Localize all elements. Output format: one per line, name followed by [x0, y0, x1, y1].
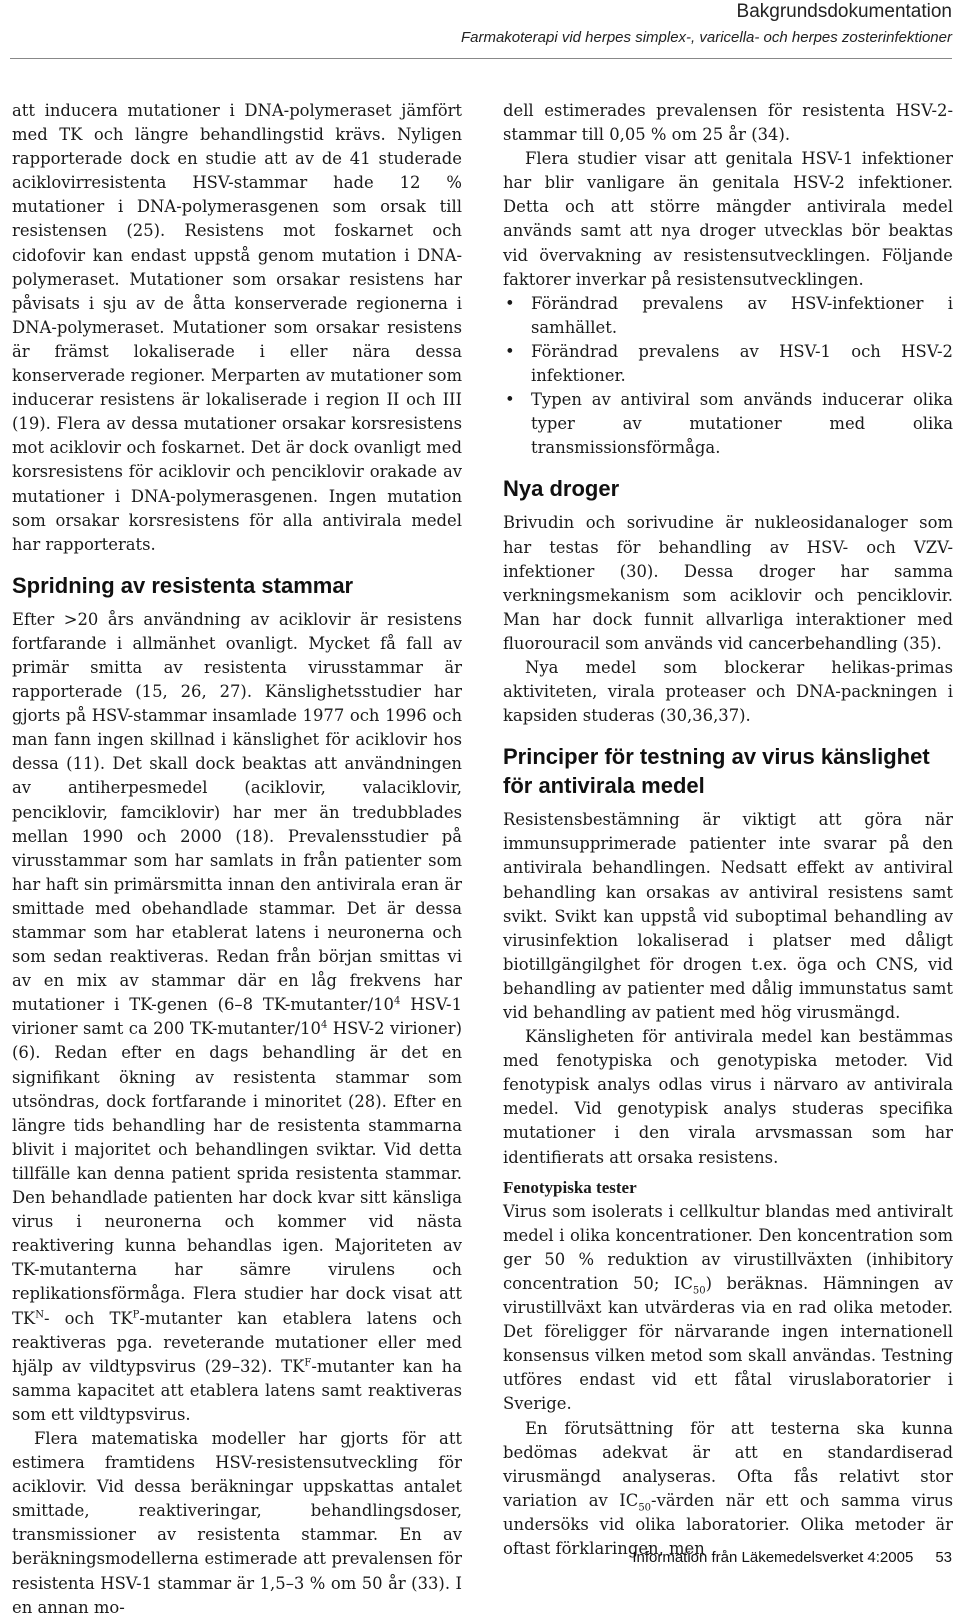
section-heading-principer: Principer för testning av virus känslighet för antivirala medel [503, 744, 930, 799]
paragraph: Virus som isolerats i cellkultur blandas med antiviralt medel i olika koncentrationer. Den koncentration som ger 50 % reduktion av virustillväxten (inhibitory concentration 50; $IC_{50}$) beräknas. Hämningen av virustillväxt kan utvärderas via en rad olika metoder. Det föreligger för närvarande ingen internationell konsensus vilken metod som skall användas. Testning utföres endast vid ett fåtal viruslaboratorier i Sverige. [503, 1201, 953, 1414]
section-heading-spridning: Spridning av resistenta stammar [12, 572, 354, 598]
paragraph: Efter >20 års användning av aciklovir är resistens fortfarande i allmänhet ovanligt. Mycket få fall av primär smitta av resistenta virusstammar är rapporterade (15, 26, 27). Känslighetsstudier har gjorts på HSV-stammar insamlade 1977 och 1996 och man fann ingen skillnad i känslighet för aciklovir hos dessa (11). Det skall dock beaktas att användningen av antiherpesmedel (aciklovir, valaciklovir, penciklovir, famciklovir) har mer än tredubblades mellan 1990 och 2000 (18). Prevalensstudier på virusstammar som har samlats in från patienter som har haft sin primärsmitta innan den antivirala eran är smittade med obehandlade stammar. Det är dessa stammar som har etablerat latens i neuronerna och som sedan reaktiveras. Redan från början smittas vi av en mix av stammar där en låg frekvens har mutationer i TK-genen (6–8 $TK-mutanter/10^4$ HSV-1 virioner samt ca 200 $TK-mutanter/10^4$ HSV-2 virioner) (6). Redan efter en dags behandling är det en signifikant ökning av resistenta stammar som utsöndras, dock fortfarande i minoritet (28). Efter en längre tids behandling har de resistenta stammarna blivit i majoritet och behandlingen sviktar. Vid detta tillfälle kan denna patient sprida resistenta stammar. Den behandlade patienten har dock kvar sitt känsliga virus i neuronerna och kommer vid nästa reaktivering kunna behandlas igen. Majoriteten av TK-mutanterna har sämre virulens och replikationsförmåga. Flera studier har dock visat att $TK^N-$ och $TK^P$-mutanter kan etablera latens och reaktiveras pga. reveterande mutationer eller med hjälp av vildtypsvirus (29–32). $TK^F$-mutanter kan ha samma kapacitet att etablera latens samt reaktiveras som ett vildtypsvirus. [12, 609, 463, 1424]
paragraph: Känsligheten för antivirala medel kan bestämmas med fenotypiska och genotypiska metoder. Vid fenotypisk analys odlas virus i närvaro av antivirala medel. Vid genotypisk analys studeras specifika mutationer i den virala arvsmassan som har identifierats att orsaka resistens. [503, 1027, 953, 1167]
paragraph: Flera matematiska modeller har gjorts för att estimera framtidens HSV-resistensutveckling för aciklovir. Vid dessa beräkningar uppskattas antalet smittade, reaktiveringar, behandlingsdoser, transmissioner av resistenta stammar. En av beräkningsmodellerna estimerade att prevalensen för resistenta HSV-1 stammar är 1,5–3 % om 50 år (33). I en annan mo- [12, 1428, 462, 1617]
list-item: • Förändrad prevalens av HSV-1 och HSV-2 infektioner. [503, 340, 953, 388]
paragraph: Brivudin och sorivudine är nukleosidanaloger som har testas för behandling av HSV- och VZV-infektioner (30). Dessa droger har samma verkningsmekanism som aciklovir och penciklovir. Man har dock funnit allvarliga interaktioner med fluorouracil som används vid cancerbehandling (35). [503, 513, 953, 653]
factor-list [503, 292, 953, 461]
list-item: • Förändrad prevalens av HSV-infektioner i samhället. [503, 292, 953, 340]
publication-name: Information från Läkemedelsverket 4:2005 [632, 1549, 914, 1566]
header-divider [10, 58, 952, 59]
right-column [503, 99, 953, 1561]
page-header [461, 0, 952, 48]
paragraph: Resistensbestämning är viktigt att göra när immunsupprimerade patienter inte svarar på den antivirala behandlingen. Nedsatt effekt av antiviral behandling kan orsakas av antiviral resistens samt svikt. Svikt kan uppstå vid suboptimal behandling av virusinfektion lokaliserad i platser med dåligt biotillgängilghet för drogen t.ex. öga och CNS, vid behandling av patienter med dålig immunstatus samt vid behandling av patient med hög virusmängd. [503, 810, 953, 1022]
page-number: 53 [935, 1549, 952, 1566]
list-item: • Typen av antiviral som används inducerar olika typer av mutationer med olika transmissionsförmåga. [503, 388, 953, 460]
section-heading-nya-droger: Nya droger [503, 476, 620, 502]
paragraph: att inducera mutationer i DNA-polymeraset jämfört med TK och längre behandlingstid krävs. Nyligen rapporterade dock en studie att av de 41 studerade aciklovirresistenta HSV-stammar hade 12 % mutationer i DNA-polymerasgenen som orsak till resistensen (25). Resistens mot foskarnet och cidofovir kan endast uppstå genom mutation i DNA-polymeraset. Mutationer som orsakar resistens har påvisats i sju av de åtta konserverade regionerna i DNA-polymeraset. Mutationer som orsakar resistens är främst lokaliserade i eller nära dessa konserverade regioner. Merparten av mutationer som inducerar resistens är lokaliserade i region II och III (19). Flera av dessa mutationer orsakar korsresistens mot aciklovir och foskarnet. Det är dock ovanligt med korsresistens för aciklovir och penciklovir orakade av mutationer i DNA-polymerasgenen. Ingen mutation som orsakar korsresistens för alla antivirala medel har rapporterats. [12, 101, 462, 554]
header-title: Bakgrundsdokumentation [736, 1, 952, 22]
paragraph: Flera studier visar att genitala HSV-1 infektioner har blir vanligare än genitala HSV-2 infektioner. Detta och att större mängder antivirala medel används samt att nya droger utvecklas bör beaktas vid övervakning av resistensutvecklingen. Följande faktorer inverkar på resistensutvecklingen. [503, 149, 953, 289]
paragraph: Nya medel som blockerar helikas-primas aktiviteten, virala proteaser och DNA-packningen i kapsiden studeras (30,36,37). [503, 657, 953, 726]
page-footer [632, 1549, 952, 1566]
paragraph: dell estimerades prevalensen för resistenta HSV-2-stammar till 0,05 % om 25 år (34). [503, 101, 953, 145]
left-column [12, 99, 462, 1620]
paragraph: En förutsättning för att testerna ska kunna bedömas adekvat är att en standardiserad virusmängd analyseras. Ofta fås relativt stor variation av $IC_{50}$-värden när ett och samma virus undersöks vid olika laboratorier. Olika metoder är oftast förklaringen, men [503, 1418, 953, 1558]
subheading-fenotypiska: Fenotypiska tester [503, 1177, 637, 1197]
header-subtitle: Farmakoterapi vid herpes simplex-, varicella- och herpes zosterinfektioner [460, 29, 952, 46]
